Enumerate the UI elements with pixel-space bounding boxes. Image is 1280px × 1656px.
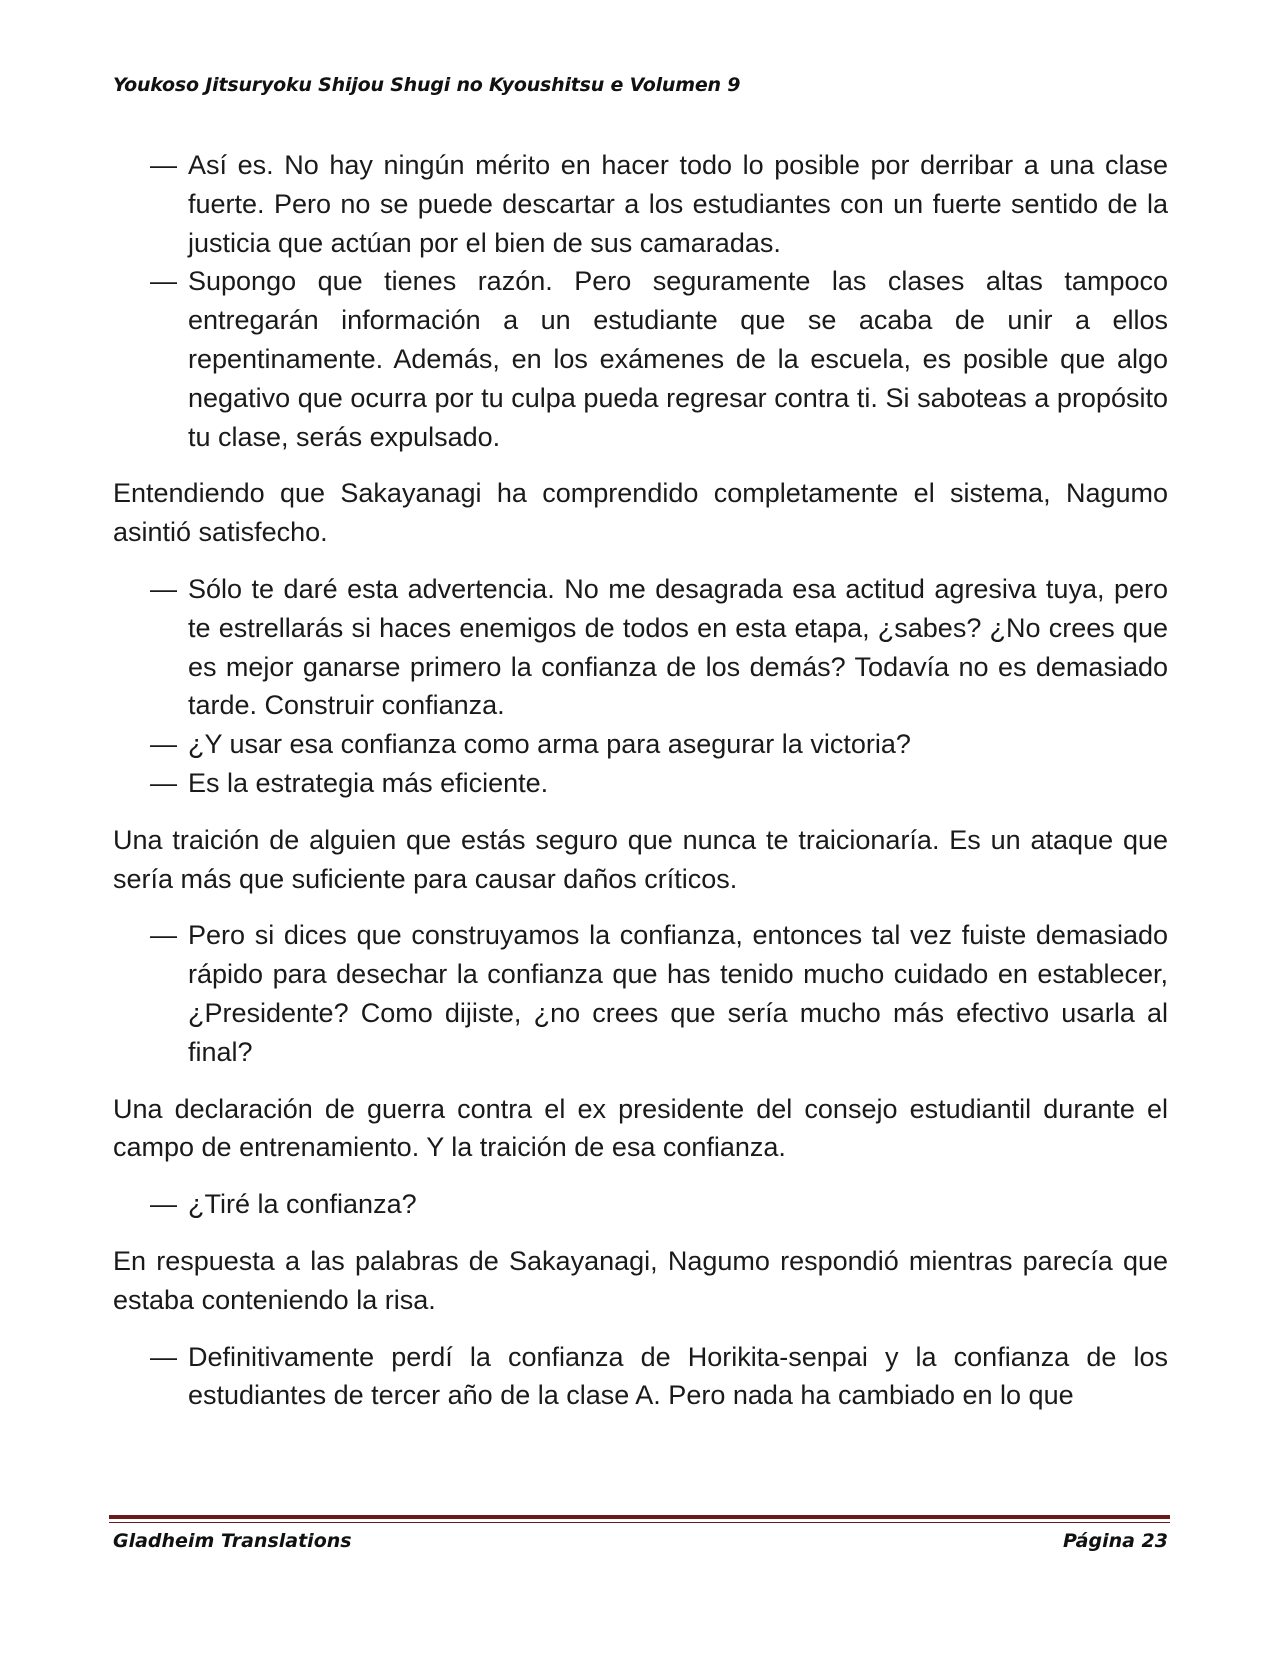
narration-paragraph: Una traición de alguien que estás seguro que nunca te traicionaría. Es un ataque que sería más que suficiente para causar daños críticos.	[113, 824, 1168, 894]
dialogue-text: ¿Y usar esa confianza como arma para asegurar la victoria?	[188, 729, 911, 760]
page-content	[113, 146, 1168, 1433]
narration-paragraph: En respuesta a las palabras de Sakayanagi, Nagumo respondió mientras parecía que estaba conteniendo la risa.	[113, 1245, 1168, 1315]
narration-paragraph: Entendiendo que Sakayanagi ha comprendido completamente el sistema, Nagumo asintió satisfecho.	[113, 478, 1168, 548]
footer-rule-thin	[109, 1522, 1170, 1523]
dialogue-group	[113, 570, 1168, 803]
dialogue-line	[113, 1185, 1168, 1224]
dialogue-text: ¿Tiré la confianza?	[188, 1189, 417, 1220]
dialogue-line	[113, 146, 1168, 262]
dialogue-dash: —	[150, 767, 177, 798]
dialogue-text: Así es. No hay ningún mérito en hacer todo lo posible por derribar a una clase fuerte. Pero no se puede descartar a los estudiantes con un fuerte sentido de la justicia que actúan por el bien de sus camaradas.	[188, 150, 1168, 258]
dialogue-dash: —	[150, 1189, 177, 1220]
dialogue-dash: —	[150, 266, 177, 297]
dialogue-line	[113, 764, 1168, 803]
dialogue-group	[113, 1338, 1168, 1416]
dialogue-line	[113, 262, 1168, 456]
dialogue-text: Supongo que tienes razón. Pero seguramente las clases altas tampoco entregarán información a un estudiante que se acaba de unir a ellos repentinamente. Además, en los exámenes de la escuela, es posible que algo negativo que ocurra por tu culpa pueda regresar contra ti. Si saboteas a propósito tu clase, serás expulsado.	[188, 266, 1168, 452]
page-header-title: Youkoso Jitsuryoku Shijou Shugi no Kyoushitsu e Volumen 9	[113, 74, 741, 96]
narration-paragraph: Una declaración de guerra contra el ex presidente del consejo estudiantil durante el campo de entrenamiento. Y la traición de esa confianza.	[113, 1093, 1168, 1163]
dialogue-group	[113, 146, 1168, 456]
dialogue-text: Pero si dices que construyamos la confianza, entonces tal vez fuiste demasiado rápido para desechar la confianza que has tenido mucho cuidado en establecer, ¿Presidente? Como dijiste, ¿no crees que sería mucho más efectivo usarla al final?	[188, 920, 1168, 1067]
dialogue-text: Sólo te daré esta advertencia. No me desagrada esa actitud agresiva tuya, pero te estrellarás si haces enemigos de todos en esta etapa, ¿sabes? ¿No crees que es mejor ganarse primero la confianza de los demás? Todavía no es demasiado tarde. Construir confianza.	[188, 573, 1168, 721]
dialogue-dash: —	[150, 1341, 177, 1372]
footer-publisher: Gladheim Translations	[113, 1530, 352, 1552]
dialogue-group	[113, 1185, 1168, 1224]
dialogue-line	[113, 725, 1168, 764]
dialogue-group	[113, 916, 1168, 1071]
footer-page-number: Página 23	[1062, 1530, 1168, 1552]
page-footer	[113, 1530, 1168, 1552]
dialogue-dash: —	[150, 573, 177, 604]
dialogue-dash: —	[150, 729, 177, 760]
dialogue-line	[113, 916, 1168, 1071]
dialogue-text: Es la estrategia más eficiente.	[188, 767, 549, 798]
dialogue-dash: —	[150, 920, 177, 951]
footer-rule-thick	[109, 1515, 1170, 1519]
dialogue-line	[113, 570, 1168, 725]
dialogue-text: Definitivamente perdí la confianza de Horikita-senpai y la confianza de los estudiantes de tercer año de la clase A. Pero nada ha cambiado en lo que	[188, 1341, 1168, 1411]
dialogue-dash: —	[150, 150, 177, 180]
dialogue-line	[113, 1338, 1168, 1416]
